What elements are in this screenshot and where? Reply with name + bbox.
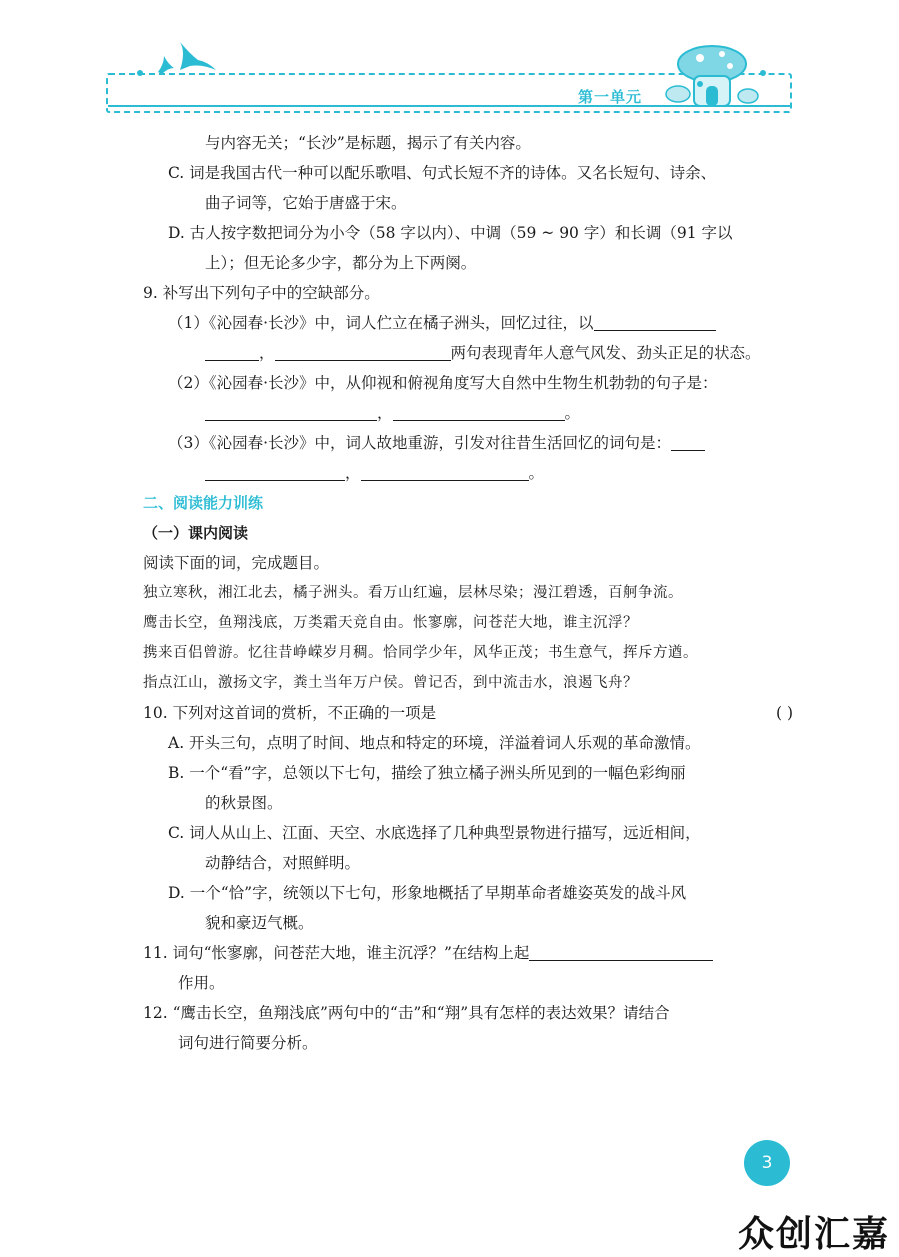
reading-instruction: 阅读下面的词，完成题目。 — [143, 554, 330, 572]
question-9: 9. 补写出下列句子中的空缺部分。 — [143, 284, 380, 302]
page-header — [0, 0, 899, 120]
answer-bracket[interactable]: ( ) — [775, 704, 793, 722]
question-12-cont: 词句进行简要分析。 — [178, 1034, 318, 1052]
comma: ， — [259, 344, 275, 362]
answer-blank[interactable] — [205, 342, 259, 361]
unit-title: 第一单元 — [578, 88, 643, 106]
option-c-line1: C. 词人从山上、江面、天空、水底选择了几种典型景物进行描写，远近相间， — [168, 824, 701, 842]
question-9-3 — [143, 428, 793, 458]
header-dot-right — [760, 70, 766, 76]
answer-blank[interactable] — [205, 462, 345, 481]
option-c-line2: 动静结合，对照鲜明。 — [205, 854, 361, 872]
question-9-1-tail: 两句表现青年人意气风发、劲头正足的状态。 — [450, 344, 761, 362]
question-10 — [143, 698, 793, 728]
question-11 — [143, 938, 793, 968]
answer-blank[interactable] — [393, 402, 565, 421]
page-content — [143, 128, 793, 1058]
page-number: 3 — [744, 1140, 790, 1186]
header-dot-left — [137, 70, 143, 76]
poem-line: 携来百侣曾游。忆往昔峥嵘岁月稠。恰同学少年，风华正茂；书生意气，挥斥方遒。 — [143, 645, 698, 661]
question-9-1 — [143, 308, 793, 338]
question-9-1-text: （1）《沁园春·长沙》中，词人伫立在橘子洲头，回忆过往，以 — [168, 314, 594, 332]
subsection-title: （一）课内阅读 — [143, 524, 249, 542]
answer-blank[interactable] — [529, 942, 713, 961]
question-9-1-cont — [143, 338, 793, 368]
question-12: 12. “鹰击长空，鱼翔浅底”两句中的“击”和“翔”具有怎样的表达效果？请结合 — [143, 1004, 670, 1022]
question-9-2: （2）《沁园春·长沙》中，从仰视和俯视角度写大自然中生物生机勃勃的句子是： — [168, 374, 718, 392]
period: 。 — [564, 404, 581, 422]
mushroom-house-icon — [664, 40, 760, 108]
question-10-text: 10. 下列对这首词的赏析，不正确的一项是 — [143, 704, 437, 722]
poem-line: 指点江山，激扬文字，粪土当年万户侯。曾记否，到中流击水，浪遏飞舟？ — [143, 675, 638, 691]
option-a: A. 开头三句，点明了时间、地点和特定的环境，洋溢着词人乐观的革命激情。 — [168, 734, 701, 752]
comma: ， — [345, 464, 361, 482]
option-b-line1: B. 一个“看”字，总领以下七句，描绘了独立橘子洲头所见到的一幅色彩绚丽 — [168, 764, 686, 782]
option-d-line1: D. 一个“恰”字，统领以下七句，形象地概括了早期革命者雄姿英发的战斗风 — [168, 884, 687, 902]
question-9-2-cont — [143, 398, 793, 428]
section-title: 二、阅读能力训练 — [143, 494, 264, 512]
watermark: 众创汇嘉 — [738, 1214, 891, 1255]
option-c-line1: C. 词是我国古代一种可以配乐歌唱、句式长短不齐的诗体。又名长短句、诗余、 — [168, 164, 717, 182]
option-d-line2: 上）；但无论多少字，都分为上下两阕。 — [205, 254, 477, 272]
period: 。 — [528, 464, 545, 482]
option-d-line2: 貌和豪迈气概。 — [205, 914, 314, 932]
answer-blank[interactable] — [671, 432, 705, 451]
question-9-3-cont — [143, 458, 793, 488]
option-b-continued: 与内容无关；“长沙”是标题，揭示了有关内容。 — [205, 134, 531, 152]
question-9-3-text: （3）《沁园春·长沙》中，词人故地重游，引发对往昔生活回忆的词句是： — [168, 434, 672, 452]
birds-icon — [150, 38, 220, 78]
poem-line: 独立寒秋，湘江北去，橘子洲头。看万山红遍，层林尽染；漫江碧透，百舸争流。 — [143, 585, 683, 601]
poem-line: 鹰击长空，鱼翔浅底，万类霜天竞自由。怅寥廓，问苍茫大地，谁主沉浮？ — [143, 615, 638, 631]
answer-blank[interactable] — [361, 462, 529, 481]
option-c-line2: 曲子词等，它始于唐盛于宋。 — [205, 194, 407, 212]
answer-blank[interactable] — [594, 312, 716, 331]
option-d-line1: D. 古人按字数把词分为小令（58 字以内）、中调（59 ~ 90 字）和长调（91 字以 — [168, 224, 733, 242]
comma: ， — [377, 404, 393, 422]
answer-blank[interactable] — [275, 342, 451, 361]
question-11-cont: 作用。 — [178, 974, 225, 992]
question-11-text: 11. 词句“怅寥廓，问苍茫大地，谁主沉浮？”在结构上起 — [143, 944, 530, 962]
option-b-line2: 的秋景图。 — [205, 794, 283, 812]
answer-blank[interactable] — [205, 402, 377, 421]
